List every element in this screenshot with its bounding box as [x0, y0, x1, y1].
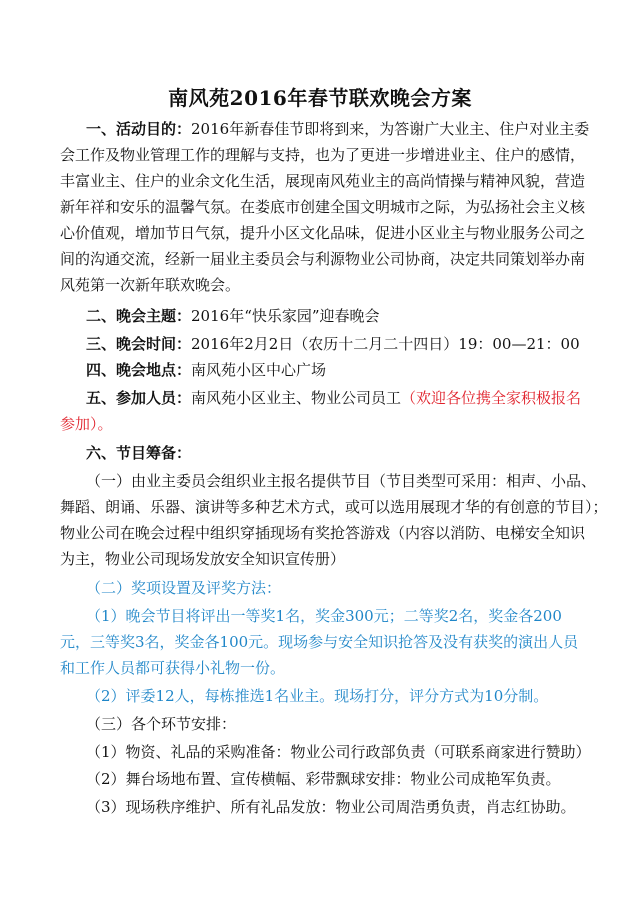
document-title: 南风苑2016年春节联欢晚会方案 — [168, 86, 472, 110]
venue-heading: 四、晚会地点： — [86, 361, 192, 379]
arrangement-item: （3）现场秩序维护、所有礼品发放：物业公司周浩勇负责，肖志红协助。 — [86, 798, 576, 816]
purpose-heading: 一、活动目的： — [86, 120, 192, 138]
arrangement-item: （1）物资、礼品的采购准备：物业公司行政部负责（可联系商家进行赞助） — [86, 743, 591, 761]
participants-highlight: 参加）。 — [60, 415, 113, 433]
venue-text: 南风苑小区中心广场 — [191, 361, 327, 379]
purpose-line: 心价值观，增加节日气氛，提升小区文化品味，促进小区业主与物业服务公司之 — [60, 224, 586, 242]
participants-highlight: （欢迎各位携全家积极报名 — [401, 389, 582, 407]
purpose-line: 新年祥和安乐的温馨气氛。在娄底市创建全国文明城市之际，为弘扬社会主义核 — [60, 198, 586, 216]
arrangement-item: （2）舞台场地布置、宣传横幅、彩带飘球安排：物业公司成艳军负责。 — [86, 770, 561, 788]
program-part1-line: 舞蹈、朗诵、乐器、演讲等多种艺术方式，或可以选用展现才华的有创意的节目）； — [60, 498, 608, 516]
participants-heading: 五、参加人员： — [86, 389, 192, 407]
awards-rule-line: 和工作人员都可获得小礼物一份。 — [60, 659, 286, 677]
purpose-line: 间的沟通交流，经新一届业主委员会与利源物业公司协商，决定共同策划举办南 — [60, 250, 586, 268]
arrangements-heading: （三）各个环节安排： — [86, 715, 237, 733]
time-line — [86, 334, 580, 354]
program-part1-line: （一）由业主委员会组织业主报名提供节目（节目类型可采用：相声、小品、 — [86, 472, 597, 490]
program-part1-line: 物业公司在晚会过程中组织穿插现场有奖抢答游戏（内容以消防、电梯安全知识 — [60, 524, 586, 542]
purpose-line: 会工作及物业管理工作的理解与支持，也为了更进一步增进业主、住户的感情， — [60, 146, 586, 164]
purpose-line: 风苑第一次新年联欢晚会。 — [60, 276, 241, 294]
theme-heading: 二、晚会主题： — [86, 307, 192, 325]
program-heading: 六、节目筹备： — [86, 444, 192, 462]
program-part1-line: 为主，物业公司现场发放安全知识宣传册） — [60, 550, 346, 568]
purpose-first-line — [86, 119, 589, 139]
theme-text: 2016年“快乐家园”迎春晚会 — [191, 307, 380, 325]
theme-line — [86, 306, 380, 326]
time-text: 2016年2月2日（农历十二月二十四日）19：00—21：00 — [191, 335, 580, 353]
time-heading: 三、晚会时间： — [86, 335, 192, 353]
awards-heading: （二）奖项设置及评奖方法： — [86, 579, 282, 597]
awards-judges-line: （2）评委12人，每栋推选1名业主。现场打分，评分方式为10分制。 — [86, 687, 549, 705]
participants-line — [86, 388, 581, 408]
purpose-line: 2016年新春佳节即将到来，为答谢广大业主、住户对业主委 — [191, 120, 590, 138]
awards-rule-line: （1）晚会节目将评出一等奖1名，奖金300元；二等奖2名，奖金各200 — [86, 607, 562, 625]
venue-line — [86, 360, 326, 380]
purpose-line: 丰富业主、住户的业余文化生活，展现南风苑业主的高尚情操与精神风貌，营造 — [60, 172, 586, 190]
awards-rule-line: 元，三等奖3名，奖金各100元。现场参与安全知识抢答及没有获奖的演出人员 — [60, 633, 579, 651]
participants-text: 南风苑小区业主、物业公司员工 — [191, 389, 402, 407]
